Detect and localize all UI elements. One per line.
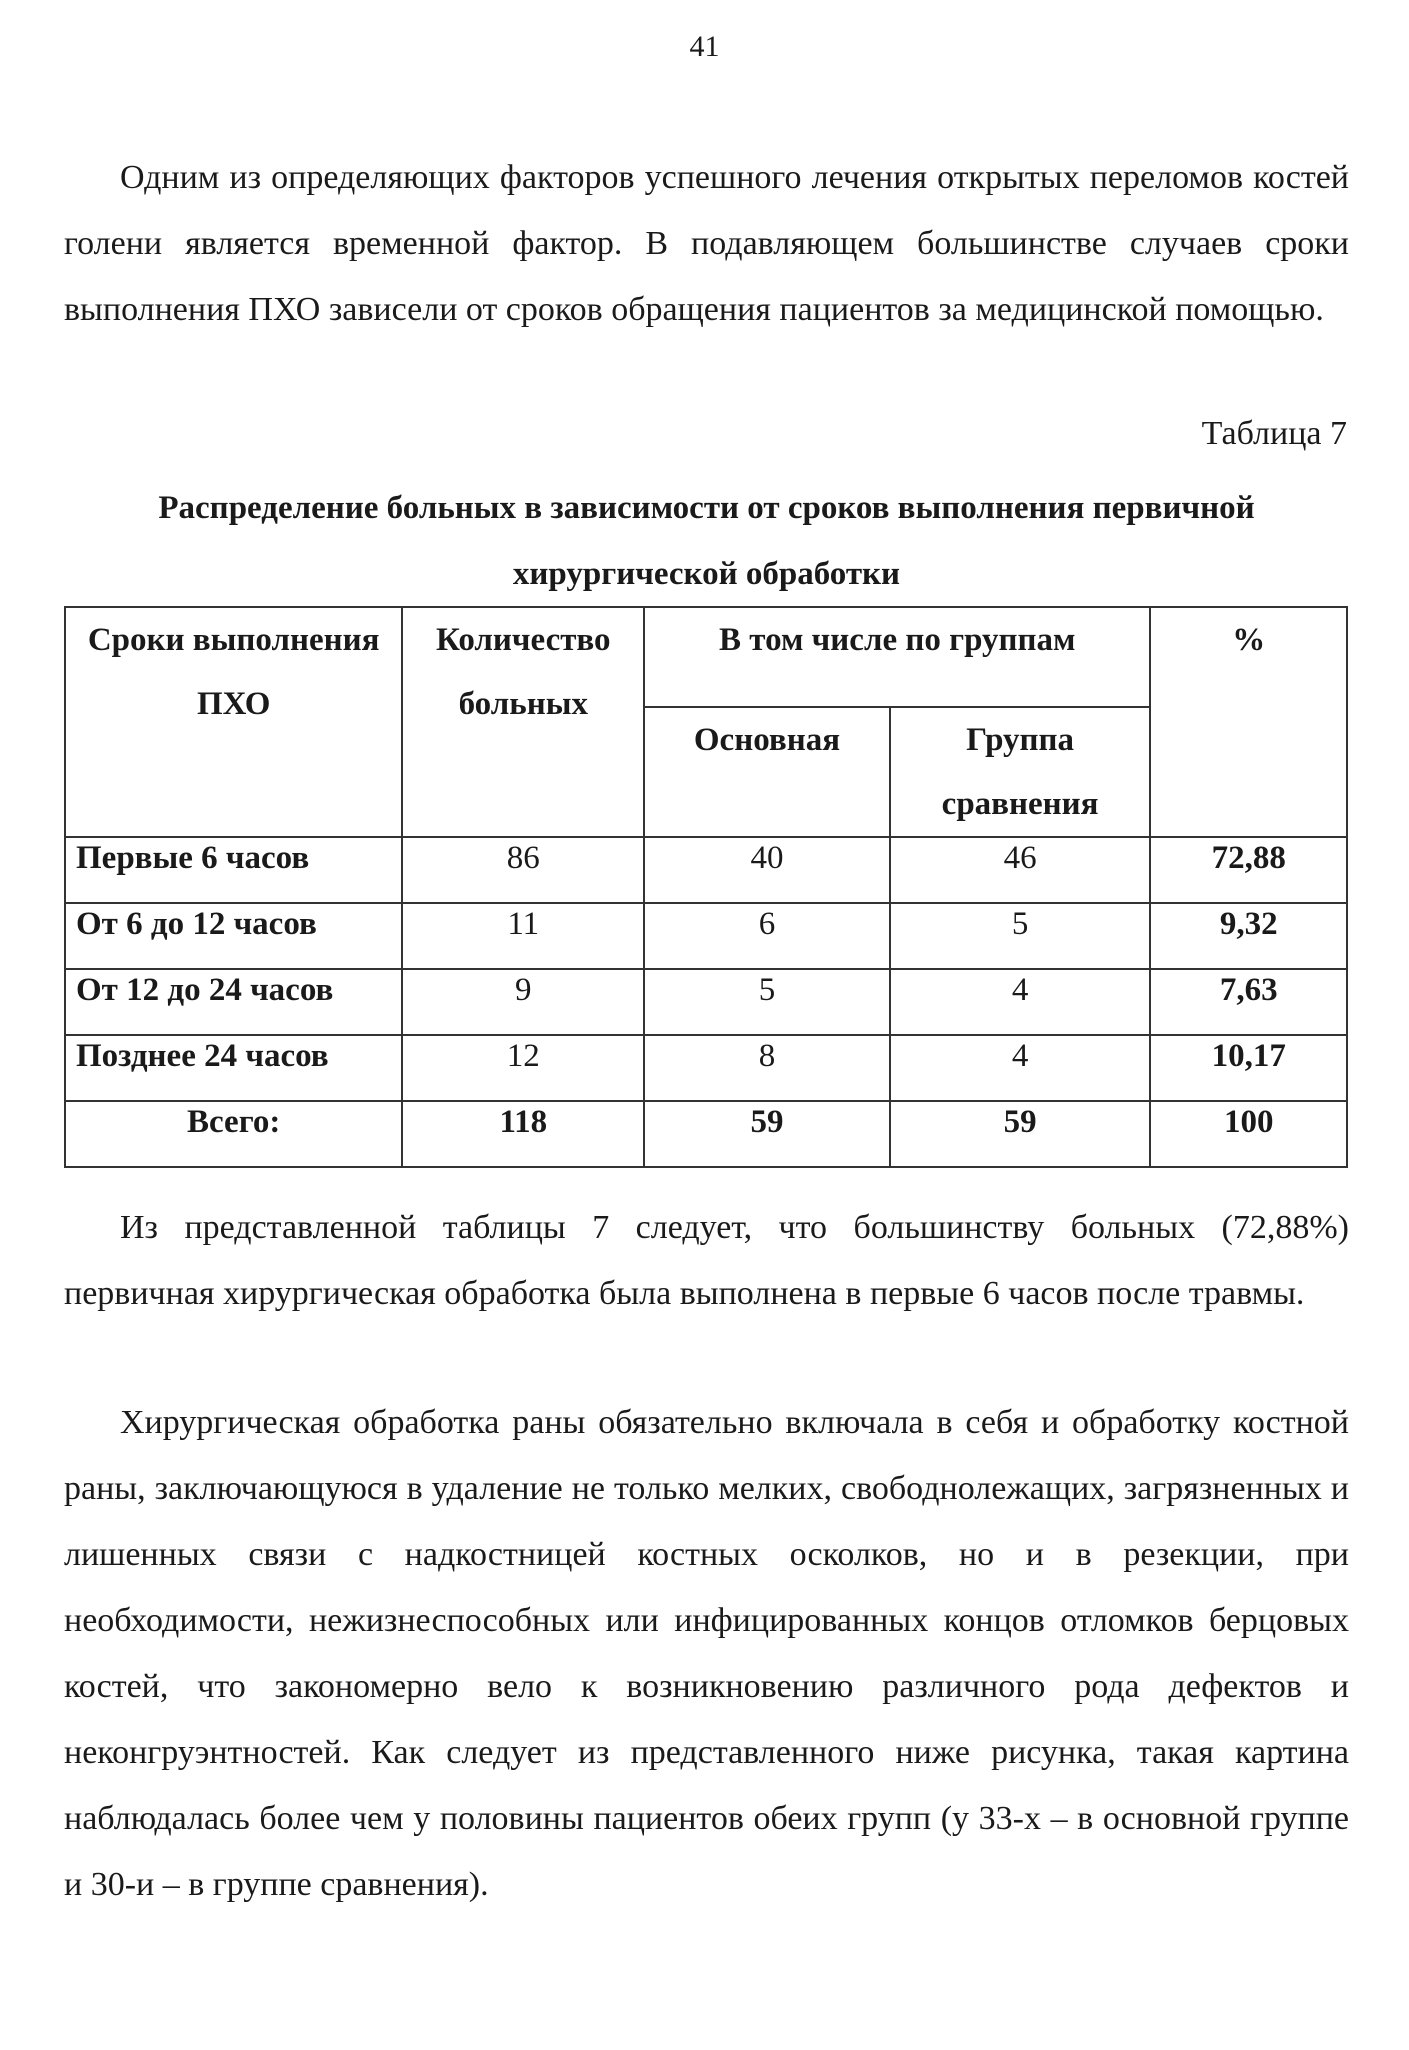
surgical-paragraph: Хирургическая обработка раны обязательно включала в себя и обработку костной раны, заключающуюся в удаление не только мелких, свободнолежащих, загрязненных и лишенных связи с надкостницей костных осколков, но и в резекции, при необходимости, нежизнеспособных или инфицированных концов отломков берцовых костей, что закономерно вело к возникновению различного рода дефектов и неконгруэнтностей. Как следует из представленного ниже рисунка, такая картина наблюдалась более чем у половины пациентов обеих групп (у 33-х – в основной группе и 30-и – в группе сравнения). bbox=[64, 1404, 1349, 1903]
conclusion-paragraph: Из представленной таблицы 7 следует, что большинству больных (72,88%) первичная хирургическая обработка была выполнена в первые 6 часов после травмы. bbox=[64, 1209, 1349, 1312]
header-percent: % bbox=[1150, 607, 1347, 837]
row-label: Первые 6 часов bbox=[65, 837, 402, 903]
table-label: Таблица 7 bbox=[1201, 415, 1347, 452]
row-label: Позднее 24 часов bbox=[65, 1035, 402, 1101]
header-main-group: Основная bbox=[644, 707, 890, 837]
intro-paragraph: Одним из определяющих факторов успешного лечения открытых переломов костей голени является временной фактор. В подавляющем большинстве случаев сроки выполнения ПХО зависели от сроков обращения пациентов за медицинской помощью. bbox=[64, 159, 1349, 328]
cell-comparison: 5 bbox=[890, 903, 1151, 969]
cell-comparison: 4 bbox=[890, 1035, 1151, 1101]
cell-count: 12 bbox=[402, 1035, 644, 1101]
header-timing: Сроки выполнения ПХО bbox=[65, 607, 402, 837]
total-count: 118 bbox=[402, 1101, 644, 1167]
total-main: 59 bbox=[644, 1101, 890, 1167]
cell-count: 9 bbox=[402, 969, 644, 1035]
header-comparison-group: Группа сравнения bbox=[890, 707, 1151, 837]
table-row bbox=[65, 969, 1347, 1035]
total-comparison: 59 bbox=[890, 1101, 1151, 1167]
cell-comparison: 4 bbox=[890, 969, 1151, 1035]
cell-main: 5 bbox=[644, 969, 890, 1035]
cell-percent: 7,63 bbox=[1150, 969, 1347, 1035]
cell-comparison: 46 bbox=[890, 837, 1151, 903]
table-row bbox=[65, 1035, 1347, 1101]
row-label: От 6 до 12 часов bbox=[65, 903, 402, 969]
header-groups: В том числе по группам bbox=[644, 607, 1150, 707]
cell-main: 40 bbox=[644, 837, 890, 903]
total-percent: 100 bbox=[1150, 1101, 1347, 1167]
cell-main: 6 bbox=[644, 903, 890, 969]
table-row bbox=[65, 903, 1347, 969]
header-count: Количество больных bbox=[402, 607, 644, 837]
table-title: Распределение больных в зависимости от сроков выполнения первичной хирургической обработки bbox=[158, 490, 1255, 592]
distribution-table bbox=[64, 606, 1348, 1168]
cell-percent: 9,32 bbox=[1150, 903, 1347, 969]
total-row bbox=[65, 1101, 1347, 1167]
cell-count: 11 bbox=[402, 903, 644, 969]
cell-percent: 10,17 bbox=[1150, 1035, 1347, 1101]
cell-percent: 72,88 bbox=[1150, 837, 1347, 903]
row-label: От 12 до 24 часов bbox=[65, 969, 402, 1035]
cell-main: 8 bbox=[644, 1035, 890, 1101]
cell-count: 86 bbox=[402, 837, 644, 903]
total-label: Всего: bbox=[65, 1101, 402, 1167]
page-number: 41 bbox=[689, 30, 720, 63]
table-row bbox=[65, 837, 1347, 903]
